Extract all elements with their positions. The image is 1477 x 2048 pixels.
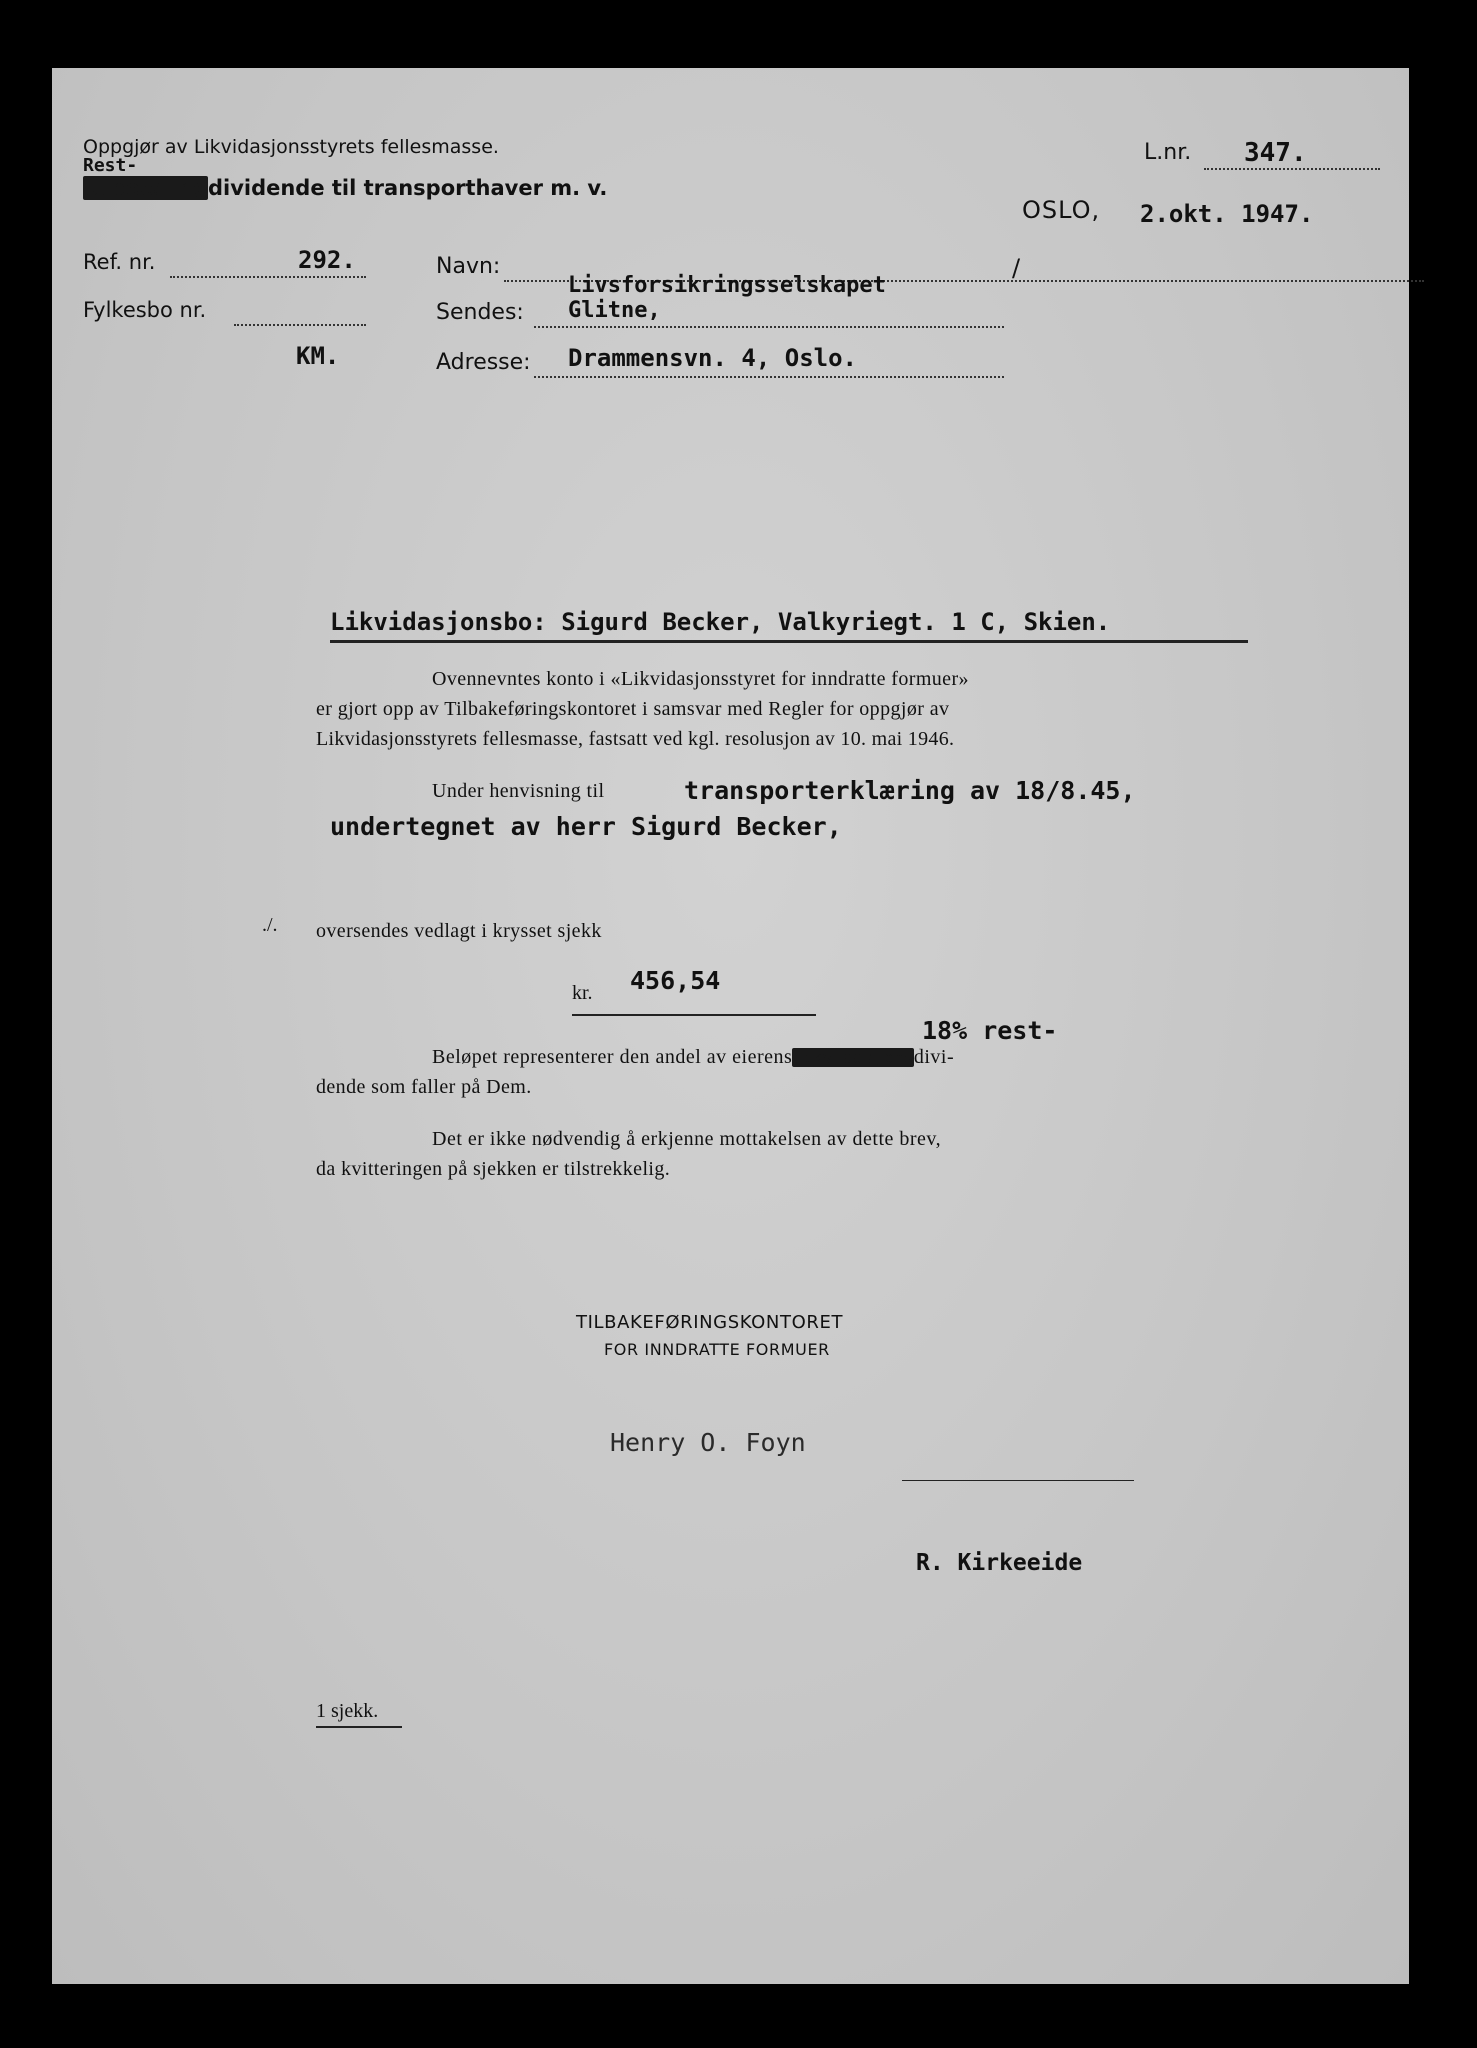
navn-label: Navn: (436, 254, 501, 279)
para3-line: oversendes vedlagt i krysset sjekk (316, 920, 602, 942)
para4-line1 (432, 1046, 954, 1069)
letter-date: 2.okt. 1947. (1140, 200, 1314, 228)
header-title-line1: Oppgjør av Likvidasjonsstyrets fellesmasse. (83, 136, 499, 158)
amount-underline (572, 1014, 816, 1016)
enclosure-note: 1 sjekk. (316, 1700, 379, 1722)
subject-line: Likvidasjonsbo: Sigurd Becker, Valkyriegt. 1 C, Skien. (330, 608, 1111, 636)
document-page (52, 68, 1409, 1984)
para2-typed-line2: undertegnet av herr Sigurd Becker, (330, 812, 842, 841)
adresse-dotted-line (534, 376, 1004, 378)
lnr-dotted-line (1204, 168, 1380, 170)
header-insert-rest: Rest- (83, 155, 138, 176)
navn-value: Livsforsikringsselskapet (568, 273, 886, 298)
signatory-name1: Henry O. Foyn (610, 1428, 806, 1457)
subject-underline (330, 640, 1248, 643)
para2-prefix: Under henvisning til (432, 780, 605, 802)
para1-line3: Likvidasjonsstyrets fellesmasse, fastsatt ved kgl. resolusjon av 10. mai 1946. (316, 728, 955, 750)
para5-line2: da kvitteringen på sjekken er tilstrekkelig. (316, 1158, 671, 1180)
slash-mark: / (1012, 254, 1021, 282)
sendes-dotted-line (534, 326, 1004, 328)
lnr-value: 347. (1244, 138, 1307, 168)
signature-org-line2: FOR INNDRATTE FORMUER (604, 1340, 830, 1359)
para4-suffix: divi- (913, 1046, 955, 1068)
para4-struck-word: likvidasjons (792, 1048, 914, 1067)
fylkesbo-label: Fylkesbo nr. (83, 298, 207, 322)
para4-line2: dende som faller på Dem. (316, 1076, 532, 1098)
ref-value: 292. (298, 246, 356, 274)
signatory-name2: R. Kirkeeide (916, 1550, 1083, 1576)
header-struck-word: Utbetaling (83, 176, 208, 200)
fylkesbo-dotted-line (234, 324, 366, 326)
initials: KM. (296, 342, 340, 370)
adresse-value: Drammensvn. 4, Oslo. (568, 344, 857, 372)
para4-prefix: Beløpet representerer den andel av eierens (432, 1046, 793, 1068)
enclosure-underline (316, 1726, 402, 1728)
header-line2-text: dividende til transporthaver m. v. (207, 176, 608, 200)
lnr-label: L.nr. (1144, 140, 1192, 165)
header-title-line2 (83, 176, 607, 200)
amount-value: 456,54 (630, 966, 721, 995)
adresse-label: Adresse: (436, 350, 531, 375)
kr-label: kr. (572, 982, 593, 1004)
para2-typed-line1: transporterklæring av 18/8.45, (684, 776, 1136, 805)
para1-line2: er gjort opp av Tilbakeføringskontoret i samsvar med Regler for oppgjør av (316, 698, 950, 720)
city: OSLO, (1022, 196, 1101, 224)
para5-line1: Det er ikke nødvendig å erkjenne mottakelsen av dette brev, (432, 1128, 942, 1150)
signature-org-line1: TILBAKEFØRINGSKONTORET (576, 1312, 844, 1333)
sendes-label: Sendes: (436, 300, 524, 325)
signature-line (902, 1480, 1134, 1481)
ref-label: Ref. nr. (83, 250, 156, 274)
para1-line1: Ovennevntes konto i «Likvidasjonsstyret for inndratte formuer» (432, 668, 969, 690)
ref-dotted-line (170, 276, 366, 278)
para4-insert: 18% rest- (922, 1016, 1058, 1045)
margin-mark: ./. (262, 914, 278, 936)
sendes-value: Glitne, (568, 298, 661, 323)
